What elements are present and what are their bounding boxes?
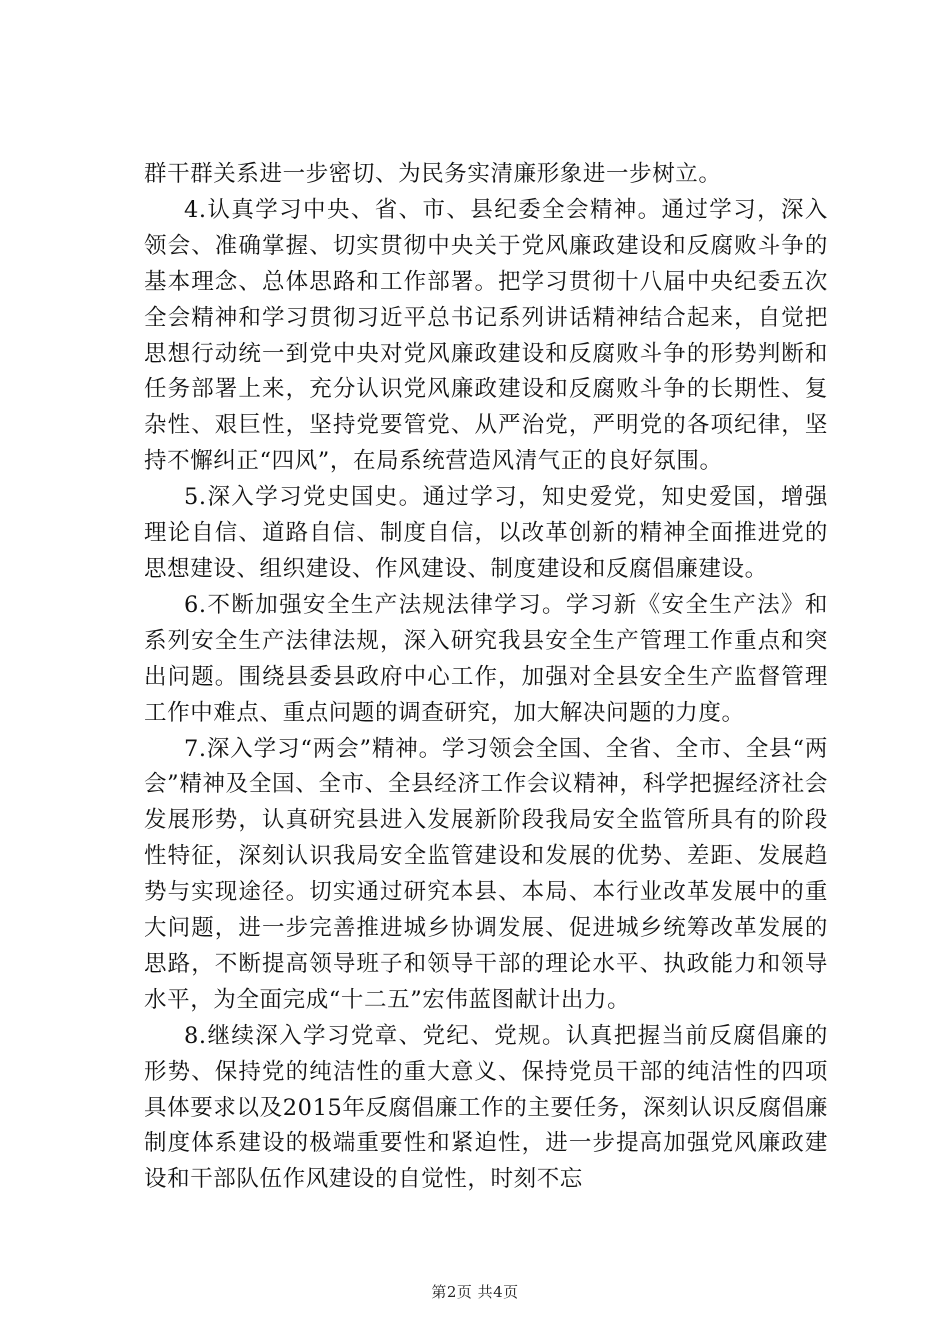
paragraph-item-5: 5.深入学习党史国史。通过学习，知史爱党，知史爱国，增强理论自信、道路自信、制度自信，以改革创新的精神全面推进党的思想建设、组织建设、作风建设、制度建设和反腐倡廉建设。 [144,484,828,582]
paragraph-continuation: 群干群关系进一步密切、为民务实清廉形象进一步树立。 [144,161,722,187]
paragraph-item-6: 6.不断加强安全生产法规法律学习。学习新《安全生产法》和系列安全生产法律法规，深入研究我县安全生产管理工作重点和突出问题。围绕县委县政府中心工作，加强对全县安全生产监督管理工作中难点、重点问题的调查研究，加大解决问题的力度。 [144,591,828,726]
page-number-footer: 第2页 共4页 [431,1283,519,1301]
paragraph-item-8: 8.继续深入学习党章、党纪、党规。认真把握当前反腐倡廉的形势、保持党的纯洁性的重大意义、保持党员干部的纯洁性的四项具体要求以及2015年反腐倡廉工作的主要任务，深刻认识反腐倡廉制度体系建设的极端重要性和紧迫性，进一步提高加强党风廉政建设和干部队伍作风建设的自觉性，时刻不忘 [144,1022,828,1193]
document-body [144,157,828,1198]
paragraph-item-7: 7.深入学习“两会”精神。学习领会全国、全省、全市、全县“两会”精神及全国、全市、全县经济工作会议精神，科学把握经济社会发展形势，认真研究县进入发展新阶段我局安全监管所具有的阶段性特征，深刻认识我局安全监管建设和发展的优势、差距、发展趋势与实现途径。切实通过研究本县、本局、本行业改革发展中的重大问题，进一步完善推进城乡协调发展、促进城乡统筹改革发展的思路，不断提高领导班子和领导干部的理论水平、执政能力和领导水平，为全面完成“十二五”宏伟蓝图献计出力。 [144,735,828,1013]
paragraph-item-4: 4.认真学习中央、省、市、县纪委全会精神。通过学习，深入领会、准确掌握、切实贯彻中央关于党风廉政建设和反腐败斗争的基本理念、总体思路和工作部署。把学习贯彻十八届中央纪委五次全会精神和学习贯彻习近平总书记系列讲话精神结合起来，自觉把思想行动统一到党中央对党风廉政建设和反腐败斗争的形势判断和任务部署上来，充分认识党风廉政建设和反腐败斗争的长期性、复杂性、艰巨性，坚持党要管党、从严治党，严明党的各项纪律，坚持不懈纠正“四风”，在局系统营造风清气正的良好氛围。 [144,196,828,475]
